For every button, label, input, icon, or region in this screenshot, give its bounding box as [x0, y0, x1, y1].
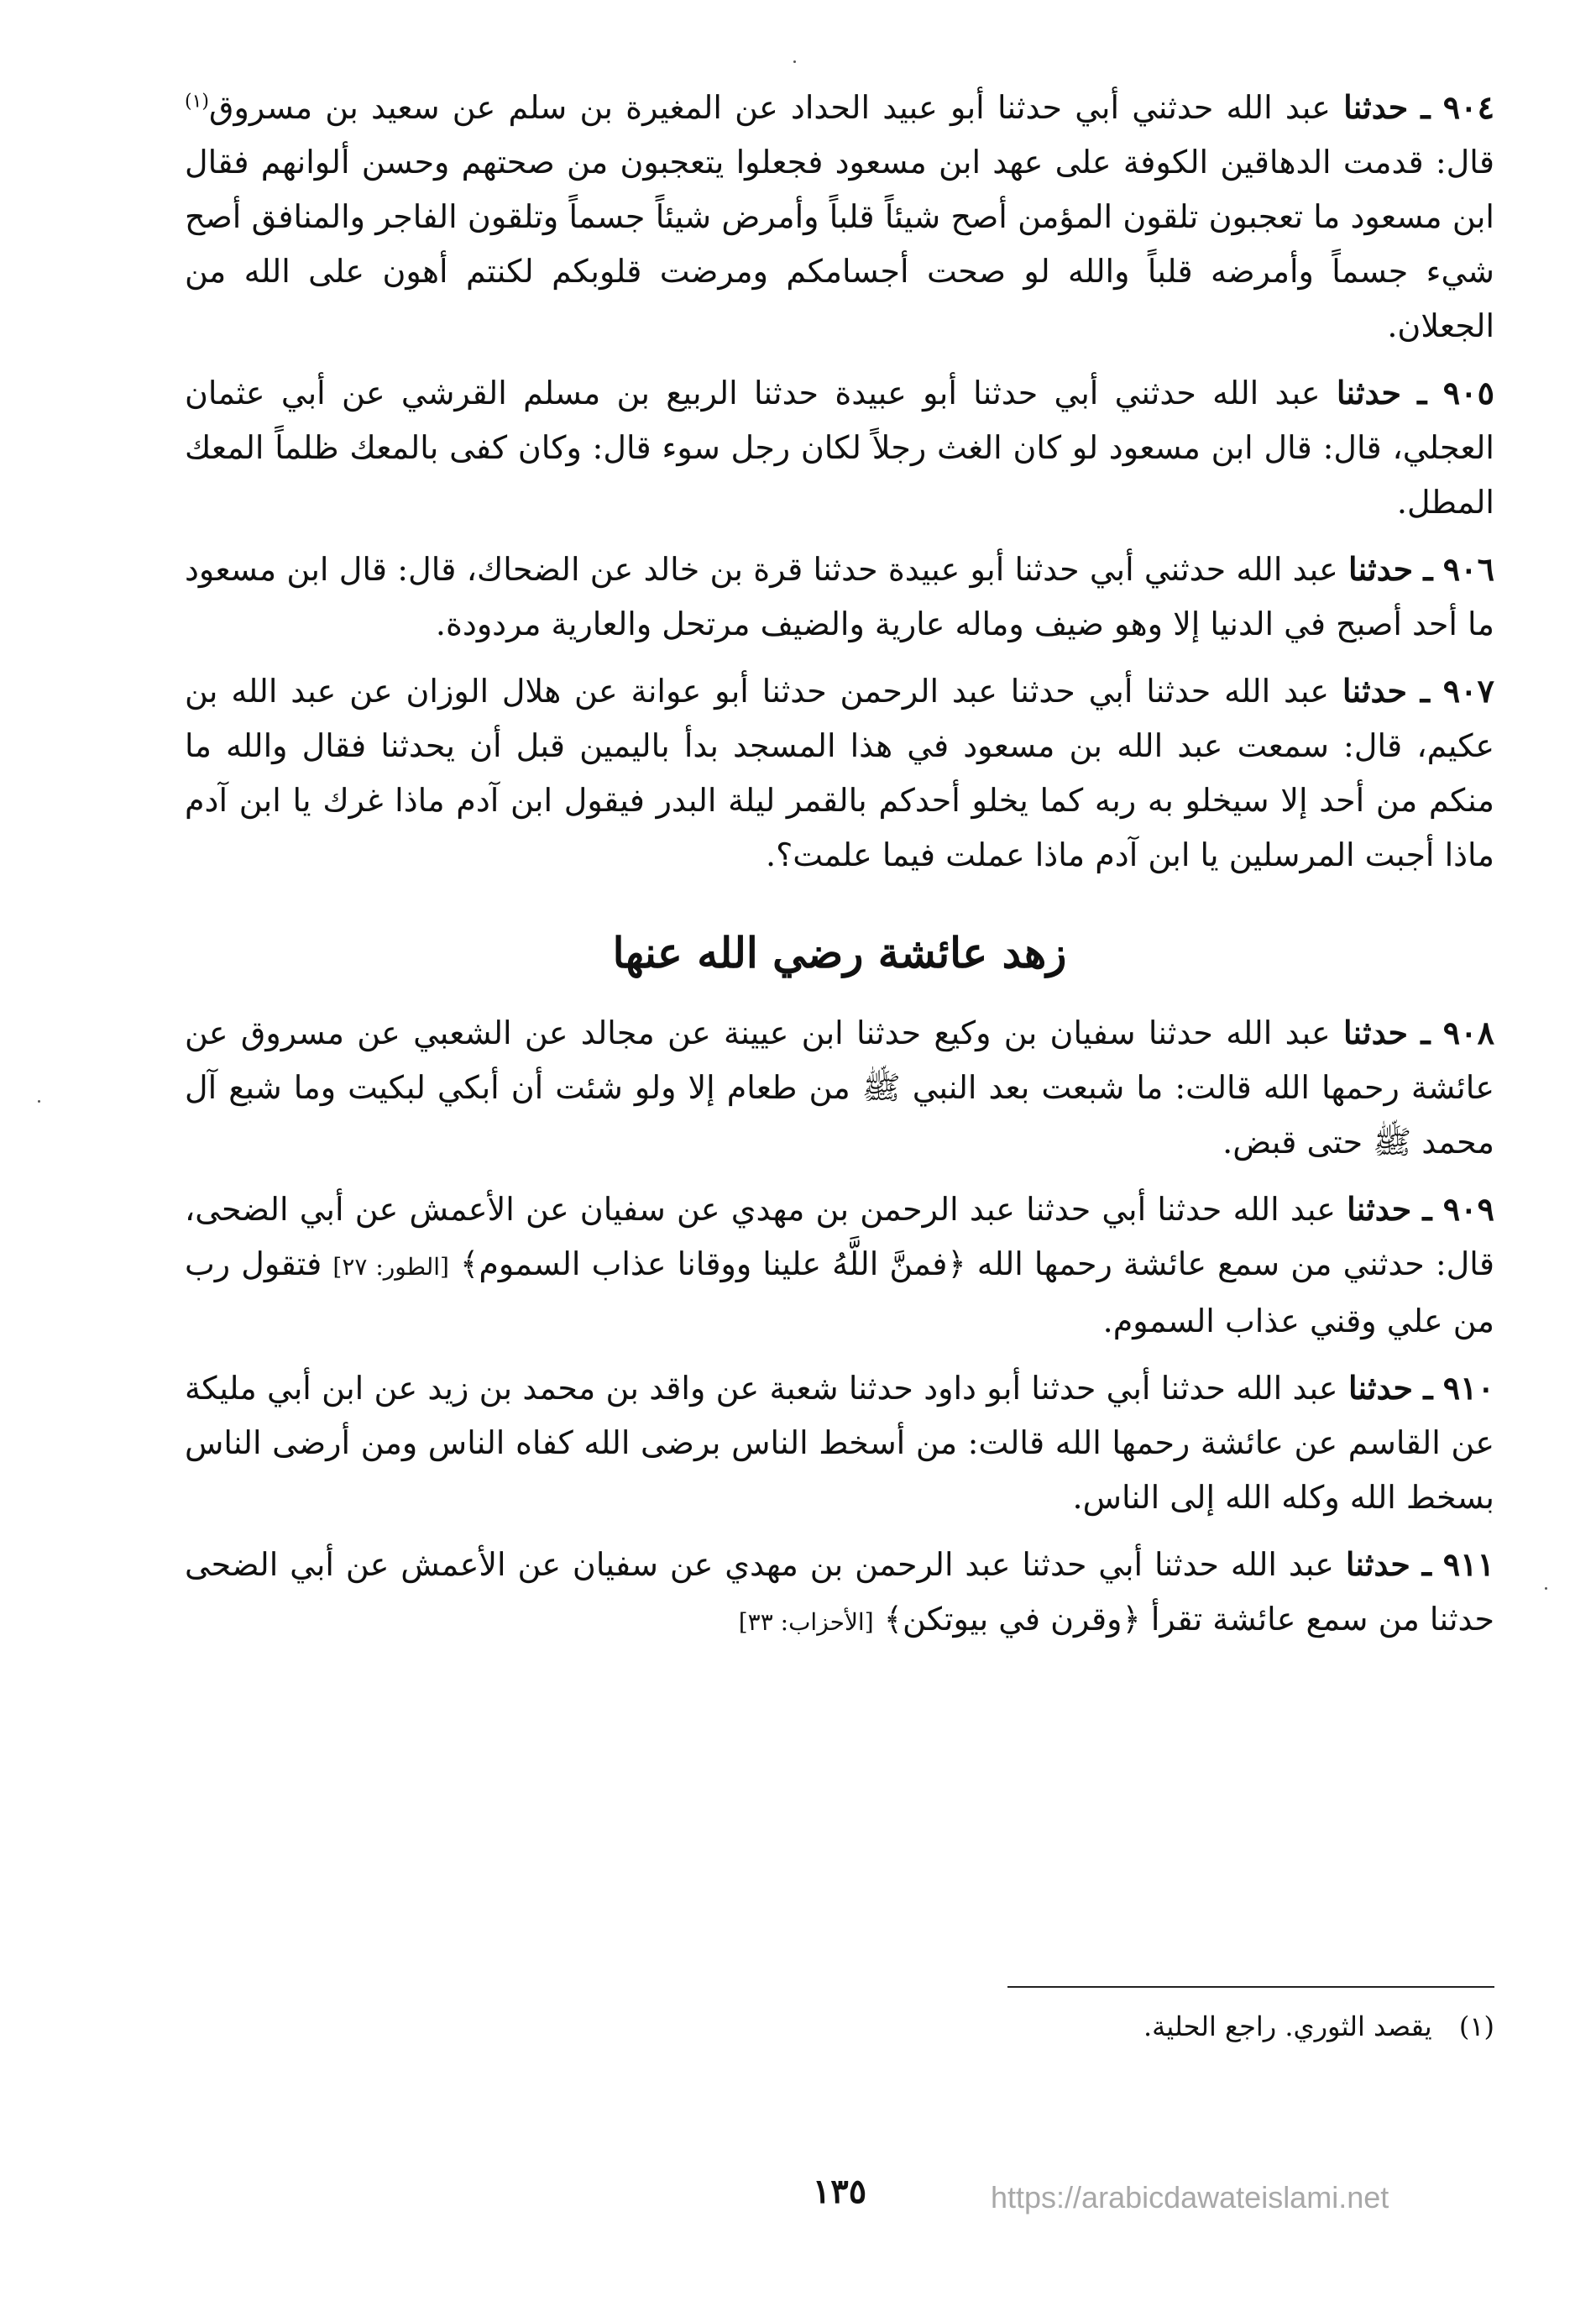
hadith-number: ٩٠٦: [1442, 550, 1494, 588]
hadith-lead-word: حدثنا: [1342, 1014, 1409, 1051]
hadith-text-continued: فتقول رب من علي وقني عذاب السموم.: [185, 1245, 1494, 1339]
hadith-907: [185, 663, 1494, 883]
hadith-911: [185, 1537, 1494, 1649]
footnote: [185, 2005, 1494, 2047]
hadith-dash: ـ: [1422, 1190, 1432, 1228]
margin-speck: [1545, 1587, 1547, 1590]
hadith-text: عبد الله حدثنا أبي حدثنا أبو داود حدثنا شعبة عن واقد بن محمد بن زيد عن ابن أبي مليكة عن القاسم عن عائشة رحمها الله قالت: من أسخط الناس برضى الله كفاه الناس ومن أرضى الناس بسخط الله وكله الله إلى الناس.: [185, 1370, 1494, 1516]
hadith-text: عبد الله حدثنا سفيان بن وكيع حدثنا ابن عيينة عن مجالد عن الشعبي عن مسروق عن عائشة رحمها الله قالت: ما شبعت بعد النبي ﷺ من طعام إلا ولو شئت أن أبكي لبكيت وما شبع آل محمد ﷺ حتى قبض.: [185, 1014, 1494, 1161]
hadith-number: ٩٠٨: [1442, 1014, 1494, 1051]
hadith-lead-word: حدثنا: [1348, 550, 1414, 588]
hadith-lead-word: حدثنا: [1336, 374, 1401, 411]
footnote-marker: (١): [185, 91, 210, 113]
section-title: زهد عائشة رضي الله عنها: [612, 928, 1067, 978]
margin-speck: [38, 1100, 40, 1103]
hadith-text: عبد الله حدثنا أبي حدثنا عبد الرحمن بن مهدي عن سفيان عن الأعمش عن أبي الضحى حدثنا من سمع عائشة تقرأ ﴿وقرن في بيوتكن﴾: [185, 1546, 1494, 1638]
hadith-lead-word: حدثنا: [1347, 1190, 1412, 1228]
footnote-text: يقصد الثوري. راجع الحلية.: [1143, 2010, 1432, 2042]
footnote-number: (١): [1458, 2010, 1494, 2042]
hadith-dash: ـ: [1421, 88, 1431, 126]
hadith-number: ٩٠٧: [1442, 672, 1494, 710]
hadith-text: عبد الله حدثني أبي حدثنا أبو عبيدة حدثنا قرة بن خالد عن الضحاك، قال: قال ابن مسعود ما أحد أصبح في الدنيا إلا وهو ضيف وماله عارية والضيف مرتحل والعارية مردودة.: [185, 551, 1494, 642]
hadith-906: [185, 542, 1494, 652]
hadith-text-continued: قال: قدمت الدهاقين الكوفة على عهد ابن مسعود فجعلوا يتعجبون من صحتهم وحسن ألوانهم فقال ابن مسعود ما تعجبون تلقون المؤمن أصح شيئاً قلباً وأمرض شيئاً جسماً وتلقون الفاجر والمنافق أصح شيء جسماً وأمرضه قلباً والله لو صحت أجسامكم ومرضت قلوبكم لكنتم أهون على الله من الجعلان.: [185, 144, 1494, 344]
hadith-dash: ـ: [1421, 1014, 1431, 1051]
hadith-dash: ـ: [1423, 550, 1433, 588]
hadith-dash: ـ: [1423, 1369, 1433, 1407]
hadith-lead-word: حدثنا: [1347, 1369, 1413, 1407]
hadith-dash: ـ: [1420, 672, 1430, 710]
main-text: [185, 80, 1494, 1661]
hadith-number: ٩١١: [1442, 1545, 1494, 1583]
hadith-number: ٩١٠: [1442, 1369, 1494, 1407]
page-number: ١٣٥: [812, 2172, 867, 2211]
hadith-text: عبد الله حدثنا أبي حدثنا عبد الرحمن حدثنا أبو عوانة عن هلال الوزان عن عبد الله بن عكيم، قال: سمعت عبد الله بن مسعود في هذا المسجد بدأ باليمين قبل أن يحدثنا فقال والله ما منكم من أحد إلا سيخلو به ربه كما يخلو أحدكم بالقمر ليلة البدر فيقول ابن آدم ماذا غرك يا ابن آدم ماذا أجبت المرسلين يا ابن آدم ماذا عملت فيما علمت؟.: [185, 673, 1494, 873]
margin-speck: [793, 60, 796, 63]
hadith-908: [185, 1005, 1494, 1170]
hadith-text: عبد الله حدثنا أبي حدثنا عبد الرحمن بن مهدي عن سفيان عن الأعمش عن أبي الضحى، قال: حدثني من سمع عائشة رحمها الله ﴿فمنَّ اللَّهُ علينا ووقانا عذاب السموم﴾: [185, 1191, 1494, 1282]
hadith-text: عبد الله حدثني أبي حدثنا أبو عبيدة حدثنا الربيع بن مسلم القرشي عن أبي عثمان العجلي، قال: قال ابن مسعود لو كان الغث رجلاً لكان رجل سوء قال: وكان كفى بالمعك ظلماً المعك المطل.: [185, 375, 1494, 521]
hadith-dash: ـ: [1417, 374, 1427, 411]
quran-reference: [الطور: ٢٧]: [332, 1253, 449, 1281]
quran-reference: [الأحزاب: ٣٣]: [738, 1608, 874, 1636]
hadith-lead-word: حدثنا: [1343, 88, 1409, 126]
hadith-904: [185, 80, 1494, 354]
watermark-url: https://arabicdawateislami.net: [991, 2180, 1389, 2215]
hadith-number: ٩٠٩: [1442, 1190, 1494, 1228]
hadith-number: ٩٠٤: [1442, 88, 1494, 126]
hadith-number: ٩٠٥: [1442, 374, 1494, 411]
hadith-lead-word: حدثنا: [1342, 672, 1407, 710]
hadith-dash: ـ: [1421, 1545, 1431, 1583]
hadith-lead-word: حدثنا: [1345, 1545, 1410, 1583]
hadith-909: [185, 1182, 1494, 1349]
hadith-905: [185, 365, 1494, 530]
hadith-910: [185, 1360, 1494, 1525]
footnote-divider: [1007, 1986, 1494, 1988]
hadith-text: عبد الله حدثني أبي حدثنا أبو عبيد الحداد عن المغيرة بن سلم عن سعيد بن مسروق: [209, 89, 1331, 126]
